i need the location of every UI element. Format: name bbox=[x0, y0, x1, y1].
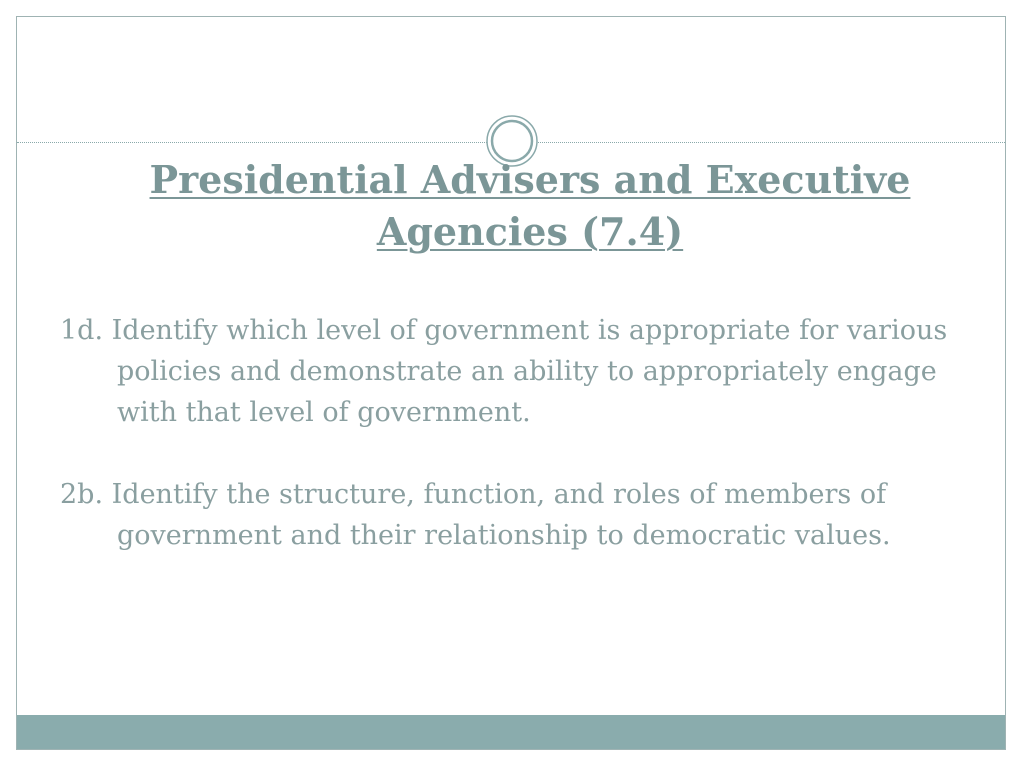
objective-item: 1d. Identify which level of government is appropriate for various policies and demonstrate an ability to appropriately engage with that level of government. bbox=[60, 315, 948, 428]
objective-item: 2b. Identify the structure, function, and roles of members of government and their relationship to democratic values. bbox=[60, 479, 891, 551]
footer-bar bbox=[17, 715, 1005, 749]
slide-title-line-2: Agencies (7.4) bbox=[376, 209, 684, 254]
slide-title bbox=[100, 154, 960, 258]
slide-title-line-1: Presidential Advisers and Executive bbox=[149, 157, 911, 202]
objectives-list bbox=[60, 310, 960, 597]
